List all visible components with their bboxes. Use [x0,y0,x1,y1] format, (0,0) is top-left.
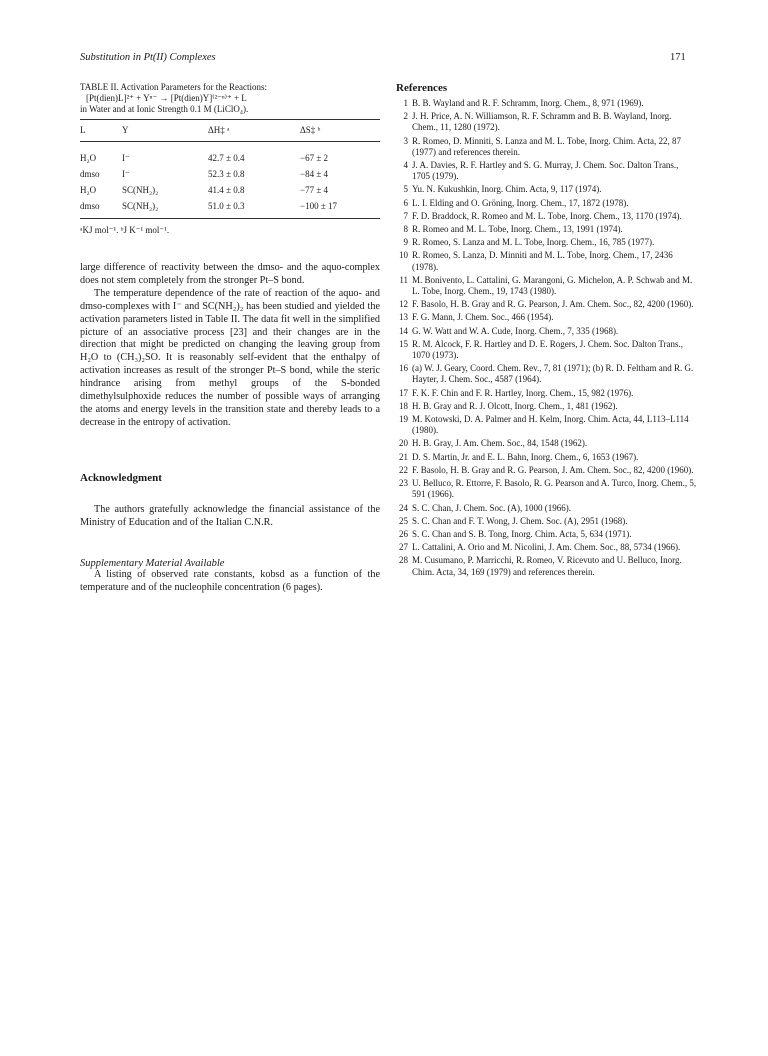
cell-y: I⁻ [122,169,130,179]
left-column [80,82,380,594]
reference-text: S. C. Chan and S. B. Tong, Inorg. Chim. Acta, 5, 634 (1971). [412,528,632,539]
reference-text: G. W. Watt and W. A. Cude, Inorg. Chem., 7, 335 (1968). [412,325,619,336]
reference-number: 15 [399,338,408,349]
reference-text: (a) W. J. Geary, Coord. Chem. Rev., 7, 81 (1971); (b) R. D. Feltham and R. G. Hayter, J. Chem. Soc., 4587 (1964). [412,363,694,385]
table-footnote: ᵃKJ mol⁻¹. ᵇJ K⁻¹ mol⁻¹. [80,225,170,235]
reference-item [396,299,698,310]
activation-parameters-table [80,119,380,219]
reference-number: 20 [399,438,408,449]
cell-ds: −84 ± 4 [300,169,329,179]
reference-number: 19 [399,414,408,425]
reference-text: M. Bonivento, L. Cattalini, G. Marangoni, G. Michelon, A. P. Schwab and M. L. Tobe, Inorg. Chem., 19, 1743 (1980). [412,274,693,297]
reference-text: R. M. Alcock, F. R. Hartley and D. E. Rogers, J. Chem. Soc. Dalton Trans., 1070 (1973). [412,338,684,361]
table-row [80,182,380,198]
reference-number: 23 [399,478,408,489]
reference-number: 16 [399,363,408,374]
table-caption [80,82,380,115]
reference-text: F. G. Mann, J. Chem. Soc., 466 (1954). [412,312,554,323]
reference-text: F. Basolo, H. B. Gray and R. G. Pearson, J. Am. Chem. Soc., 82, 4200 (1960). [412,299,694,310]
reference-item [396,275,698,297]
reference-number: 24 [399,502,408,513]
reference-item [396,224,698,235]
table-row [80,142,380,167]
reference-number: 3 [403,135,408,146]
cell-dh: 42.7 ± 0.4 [208,153,245,163]
reference-text: S. C. Chan and F. T. Wong, J. Chem. Soc. (A), 2951 (1968). [412,515,628,526]
reference-number: 18 [399,400,408,411]
reference-item [396,438,698,449]
reference-item [396,98,698,109]
reference-text: J. A. Davies, R. F. Hartley and S. G. Murray, J. Chem. Soc. Dalton Trans., 1705 (1979). [412,160,679,182]
cell-dh: 51.0 ± 0.3 [208,198,300,219]
reference-number: 5 [403,184,408,195]
reference-text: H. B. Gray and R. J. Olcott, Inorg. Chem., 1, 481 (1962). [412,400,618,411]
col-header-y: Y [122,120,208,142]
reference-item [396,136,698,158]
table-caption-reaction: [Pt(dien)L]²⁺ + Yⁿ⁻ → [Pt(dien)Y]⁽²⁻ⁿ⁾⁺ + L [86,93,247,103]
acknowledgment-heading: Acknowledgment [80,471,162,484]
reference-text: F. D. Braddock, R. Romeo and M. L. Tobe, Inorg. Chem., 13, 1170 (1974). [412,210,682,221]
reference-number: 25 [399,515,408,526]
col-header-l: L [80,120,122,142]
reference-text: H. B. Gray, J. Am. Chem. Soc., 84, 1548 (1962). [412,438,588,449]
reference-item [396,529,698,540]
reference-number: 2 [403,111,408,122]
reference-item [396,211,698,222]
reference-item [396,465,698,476]
cell-dh: 52.3 ± 0.8 [208,169,245,179]
reference-number: 22 [399,464,408,475]
supplementary-text: A listing of observed rate constants, kobsd as a function of the temperature and of the nucleophile concentration (6 pages). [80,568,380,593]
reference-item [396,250,698,272]
reference-text: M. Cusumano, P. Marricchi, R. Romeo, V. Ricevuto and U. Belluco, Inorg. Chim. Acta, 34, 169 (1979) and references therein. [412,555,682,577]
reference-number: 6 [403,197,408,208]
cell-ds: −100 ± 17 [300,198,380,219]
reference-item [396,414,698,436]
reference-number: 8 [403,224,408,235]
table-header-row [80,120,380,142]
reference-item [396,184,698,195]
reference-item [396,312,698,323]
body-paragraph-2: The temperature dependence of the rate of reaction of the aquo- and dmso-complexes with I⁻ and SC(NH₂)₂ has been studied and yielded the activation parameters listed in Table II. The data fit well in the simplified picture of an associative process [23] and their changes are in the direction that might be predicted on changing the leaving group from H₂O to (CH₃)₂SO. It is reasonably self-evident that the enthalpy of activation increases as result of the stronger Pt–S bond, while the steric hindrance arising from methyl groups of the S-bonded dimethylsulphoxide reduces the number of possible ways of arranging the atoms and energy levels in the transition state and thereby leads to a decrease in the entropy of activation. [80,287,380,428]
reference-item [396,452,698,463]
reference-text: D. S. Martin, Jr. and E. L. Bahn, Inorg. Chem., 6, 1653 (1967). [412,451,639,462]
reference-item [396,401,698,412]
reference-number: 14 [399,325,408,336]
reference-text: R. Romeo, S. Lanza and M. L. Tobe, Inorg. Chem., 16, 785 (1977). [412,237,655,248]
table-caption-title: TABLE II. Activation Parameters for the Reactions: [80,82,267,92]
cell-y: I⁻ [122,153,130,163]
reference-text: U. Belluco, R. Ettorre, F. Basolo, R. G. Pearson and A. Turco, Inorg. Chem., 5, 591 (1966). [412,478,697,500]
cell-y: SC(NH₂)₂ [122,185,159,195]
reference-text: B. B. Wayland and R. F. Schramm, Inorg. Chem., 8, 971 (1969). [412,98,644,108]
reference-text: L. I. Elding and O. Gröning, Inorg. Chem., 17, 1872 (1978). [412,197,629,208]
reference-item [396,542,698,553]
cell-l: H₂O [80,153,97,163]
reference-text: F. K. F. Chin and F. R. Hartley, Inorg. Chem., 15, 982 (1976). [412,387,634,398]
reference-item [396,160,698,182]
reference-item [396,339,698,361]
reference-text: R. Romeo and M. L. Tobe, Inorg. Chem., 13, 1991 (1974). [412,224,623,235]
reference-item [396,326,698,337]
reference-text: Yu. N. Kukushkin, Inorg. Chim. Acta, 9, 117 (1974). [412,184,602,195]
reference-item [396,111,698,133]
reference-item [396,478,698,500]
reference-text: S. C. Chan, J. Chem. Soc. (A), 1000 (1966). [412,502,571,513]
reference-number: 28 [399,555,408,566]
reference-number: 11 [399,274,408,285]
reference-text: L. Cattalini, A. Orio and M. Nicolini, J. Am. Chem. Soc., 88, 5734 (1966). [412,542,681,553]
page-number: 171 [670,52,686,63]
cell-ds: −77 ± 4 [300,185,329,195]
references-heading: References [396,82,448,94]
cell-dh: 41.4 ± 0.8 [208,185,245,195]
reference-text: R. Romeo, S. Lanza, D. Minniti and M. L. Tobe, Inorg. Chem., 17, 2436 (1978). [412,250,673,272]
reference-number: 1 [403,98,408,108]
col-header-ds: ΔS‡ ᵇ [300,120,380,142]
reference-number: 13 [399,312,408,323]
reference-item [396,516,698,527]
cell-ds: −67 ± 2 [300,153,329,163]
cell-l: H₂O [80,185,97,195]
reference-item [396,198,698,209]
reference-number: 27 [399,542,408,553]
body-paragraph-1: large difference of reactivity between the dmso- and the aquo-complex does not stem completely from the stronger Pt–S bond. [80,262,380,286]
cell-y: SC(NH₂)₂ [122,198,208,219]
reference-number: 10 [399,250,408,261]
table-row [80,198,380,219]
reference-number: 17 [399,387,408,398]
cell-l: dmso [80,198,122,219]
reference-text: M. Kotowski, D. A. Palmer and H. Kelm, Inorg. Chim. Acta, 44, L113–L114 (1980). [412,414,689,436]
reference-item [396,503,698,514]
references-list [396,98,698,578]
reference-item [396,363,698,385]
reference-item [396,237,698,248]
acknowledgment-text: The authors gratefully acknowledge the financial assistance of the Ministry of Education and of the Italian C.N.R. [80,503,380,528]
reference-text: R. Romeo, D. Minniti, S. Lanza and M. L. Tobe, Inorg. Chim. Acta, 22, 87 (1977) and references therein. [412,135,682,157]
reference-item [396,555,698,577]
reference-number: 9 [403,237,408,248]
table-caption-conditions: in Water and at Ionic Strength 0.1 M (LiClO₄). [80,104,249,114]
running-title: Substitution in Pt(II) Complexes [80,52,216,63]
reference-number: 4 [403,160,408,171]
reference-number: 26 [399,528,408,539]
supplementary-heading: Supplementary Material Available [80,557,225,569]
right-column [396,82,698,580]
table-row [80,166,380,182]
reference-text: F. Basolo, H. B. Gray and R. G. Pearson, J. Am. Chem. Soc., 82, 4200 (1960). [412,464,694,475]
reference-number: 21 [399,451,408,462]
reference-item [396,388,698,399]
reference-number: 12 [399,299,408,310]
reference-number: 7 [403,210,408,221]
col-header-dh: ΔH‡ ᵃ [208,120,300,142]
cell-l: dmso [80,169,100,179]
reference-text: J. H. Price, A. N. Williamson, R. F. Schramm and B. B. Wayland, Inorg. Chem., 11, 1280 (1972). [412,111,672,133]
